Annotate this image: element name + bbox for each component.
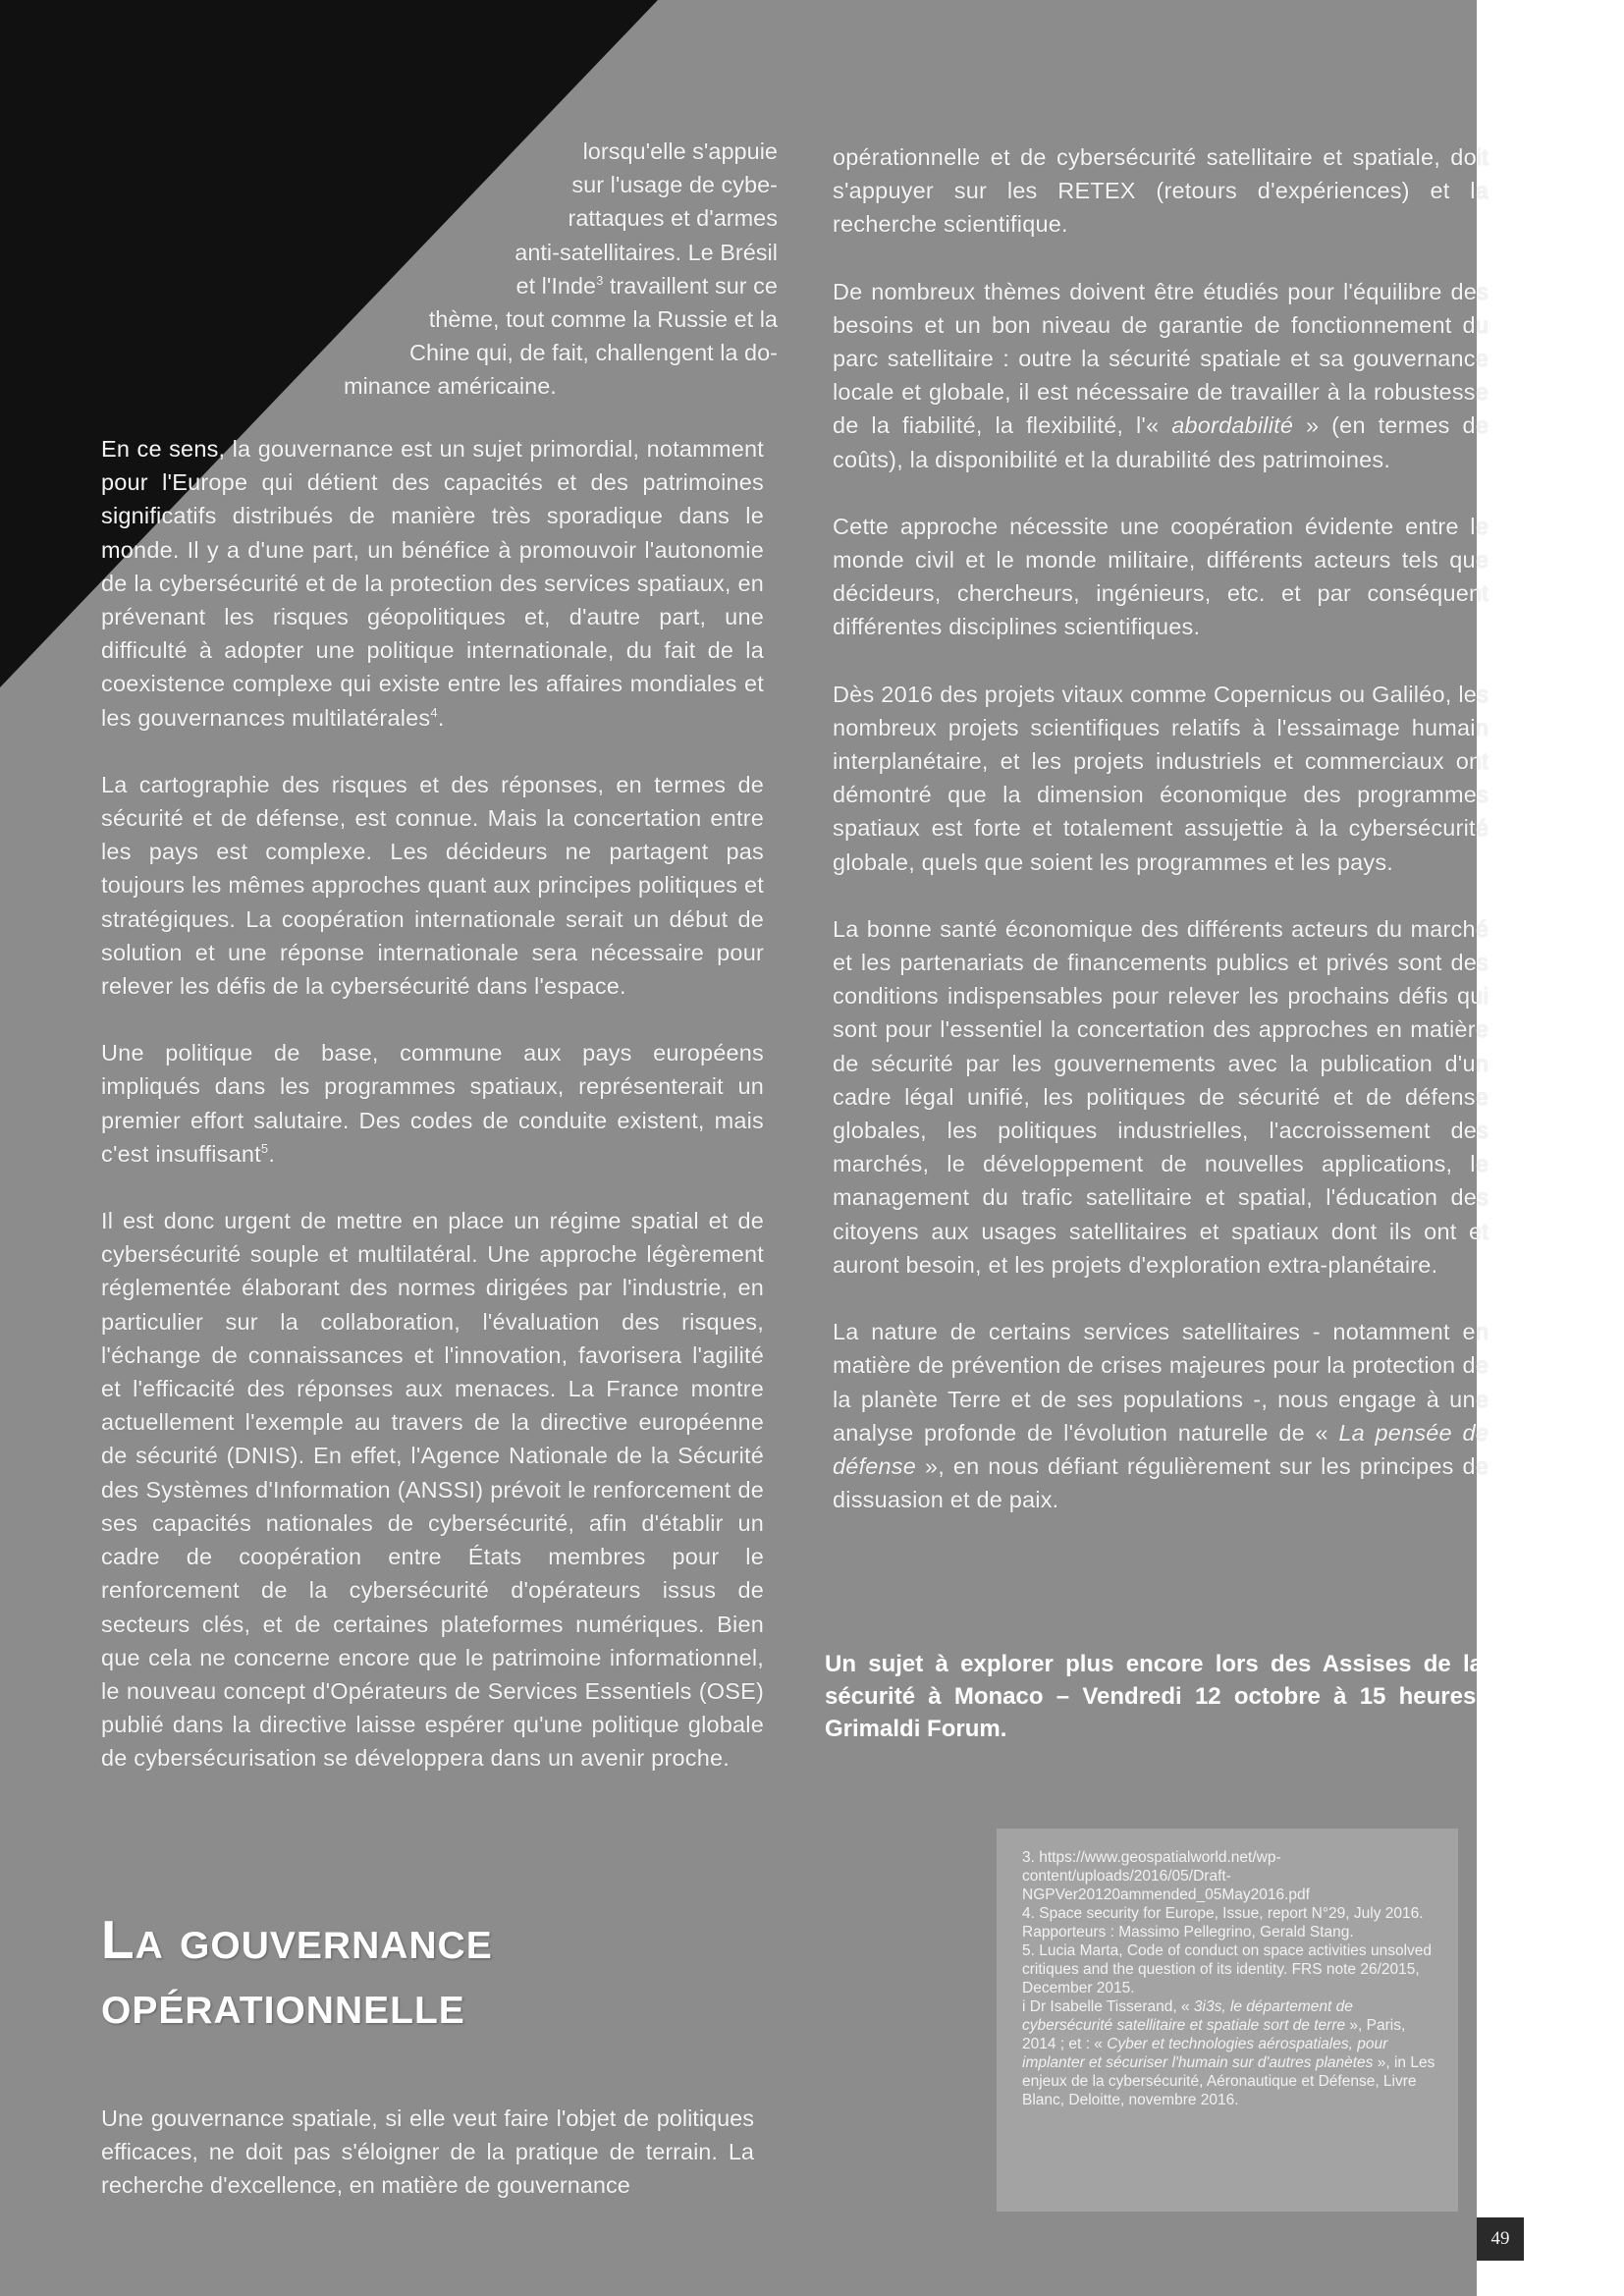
right-paragraph: Dès 2016 des projets vitaux comme Copernicus ou Galiléo, les nombreux projets scientifiques relatifs à l'essaimage humain interplanétaire, et les projets industriels et commerciaux ont démontré que la dimension économique des programmes spatiaux est forte et totalement assujettie à la cybersécurité globale, quels que soient les programmes et les pays.	[833, 681, 1489, 875]
footnote-text: », Paris, 2014 ; et : «	[1022, 2017, 1406, 2052]
intro-line: Chine qui, de fait, challengent la do-	[409, 340, 778, 366]
footnote-ref: 3	[596, 272, 604, 288]
paragraph-text: », en nous défiant régulièrement sur les principes de dissuasion et de paix.	[833, 1452, 1489, 1513]
left-column	[101, 432, 764, 1809]
right-column	[833, 140, 1489, 1550]
footnote: 4. Space security for Europe, Issue, report N°29, July 2016. Rapporteurs : Massimo Pellegrino, Gerald Stang.	[1022, 1905, 1424, 1941]
right-paragraph	[833, 275, 1489, 476]
section-heading-line: La gouvernance	[101, 1909, 493, 1970]
footnote: 3. https://www.geospatialworld.net/wp-content/uploads/2016/05/Draft-NGPVer20120ammended_05May2016.pdf	[1022, 1849, 1310, 1903]
footnote: 5. Lucia Marta, Code of conduct on space activities unsolved critiques and the question of its identity. FRS note 26/2015, December 2015.	[1022, 1942, 1433, 1996]
footnote-ref: 5	[260, 1141, 269, 1157]
left-paragraph: En ce sens, la gouvernance est un sujet primordial, notamment pour l'Europe qui détient des capacités et des patrimoines significatifs distribués de manière très sporadique dans le monde. Il y a d'une part, un bénéfice à promouvoir l'autonomie de la cybersécurité et de la protection des services spatiaux, en prévenant les risques géopolitiques et, d'autre part, une difficulté à adopter une politique internationale, du fait de la coexistence complexe qui existe entre les affaires mondiales et les gouvernances multilatérales$^4$.	[101, 436, 764, 731]
intro-line	[275, 269, 778, 302]
section-heading	[101, 1907, 730, 2037]
right-paragraph	[833, 1315, 1489, 1516]
intro-text-block	[275, 135, 778, 404]
page-number: 49	[1477, 2217, 1524, 2261]
emphasis-text: La pensée de défense	[833, 1419, 1489, 1479]
left-paragraph: Une politique de base, commune aux pays européens impliqués dans les programmes spatiaux, représenterait un premier effort salutaire. Des codes de conduite existent, mais c'est insuffisant$^5$.	[101, 1040, 764, 1167]
footnotes-box	[997, 1829, 1458, 2212]
intro-line: minance américaine.	[344, 373, 557, 400]
intro-line: anti-satellitaires. Le Brésil	[514, 239, 778, 265]
right-paragraph: opérationnelle et de cybersécurité satellitaire et spatiale, doit s'appuyer sur les RETEX (retours d'expériences) et la recherche scientifique.	[833, 144, 1489, 238]
left-paragraph: Il est donc urgent de mettre en place un régime spatial et de cybersécurité souple et multilatéral. Une approche légèrement réglementée élaborant des normes dirigées par l'industrie, en particulier sur la collaboration, l'évaluation des risques, l'échange de connaissances et l'innovation, favorisera l'agilité et l'efficacité des réponses aux menaces. La France montre actuellement l'exemple au travers de la directive européenne de sécurité (DNIS). En effet, l'Agence Nationale de la Sécurité des Systèmes d'Information (ANSSI) prévoit le renforcement de ses capacités nationales de cybersécurité, afin d'établir un cadre de coopération entre États membres pour le renforcement de la cybersécurité d'opérateurs issus de secteurs clés, et de certaines plateformes numériques. Bien que cela ne concerne encore que le patrimoine informationnel, le nouveau concept d'Opérateurs de Services Essentiels (OSE) publié dans la directive laisse espérer qu'une politique globale de cybersécurisation se développera dans un avenir proche.	[101, 1208, 764, 1772]
footnote-text: », in Les enjeux de la cybersécurité, Aéronautique et Défense, Livre Blanc, Deloitte, novembre 2016.	[1022, 2054, 1435, 2108]
section-intro-paragraph: Une gouvernance spatiale, si elle veut faire l'objet de politiques efficaces, ne doit pas s'éloigner de la pratique de terrain. La recherche d'excellence, en matière de gouvernance	[101, 2105, 754, 2199]
right-paragraph: Cette approche nécessite une coopération évidente entre le monde civil et le monde militaire, différents acteurs tels que décideurs, chercheurs, ingénieurs, etc. et par conséquent différentes disciplines scientifiques.	[833, 513, 1489, 640]
paragraph-text: Une politique de base, commune aux pays européens impliqués dans les programmes spatiaux, représenterait un premier effort salutaire. Des codes de conduite existent, mais c'est insuffisant	[101, 1040, 764, 1167]
paragraph-text: » (en termes de coûts), la disponibilité et la durabilité des patrimoines.	[833, 412, 1489, 472]
intro-line-tail: travaillent sur ce	[603, 272, 778, 299]
right-paragraph: La bonne santé économique des différents acteurs du marché et les partenariats de financements publics et privés sont des conditions indispensables pour relever les prochains défis qui sont pour l'essentiel la concertation des approches en matière de sécurité par les gouvernements avec la publication d'un cadre légal unifié, les politiques de sécurité et de défense globales, les politiques industrielles, l'accroissement des marchés, le développement de nouvelles applications, le management du trafic satellitaire et spatial, l'éducation des citoyens aux usages satellitaires et spatiaux dont ils ont et auront besoin, et les projets d'exploration extra-planétaire.	[833, 915, 1489, 1278]
footnote-ref: 4	[430, 704, 438, 720]
intro-line: thème, tout comme la Russie et la	[428, 306, 778, 333]
paragraph-text: La nature de certains services satellitaires - notamment en matière de prévention de crises majeures pour la protection de la planète Terre et de ses populations -, nous engage à une analyse profonde de l'évolution naturelle de «	[833, 1319, 1489, 1446]
left-paragraph: La cartographie des risques et des réponses, en termes de sécurité et de défense, est connue. Mais la concertation entre les pays est complexe. Les décideurs ne partagent pas toujours les mêmes approches quant aux principes politiques et stratégiques. La coopération internationale serait un début de solution et une réponse internationale sera nécessaire pour relever les défis de la cybersécurité dans l'espace.	[101, 771, 764, 1000]
footnote-title: 3i3s, le département de cybersécurité satellitaire et spatiale sort de terre	[1022, 1998, 1353, 2034]
intro-line: rattaques et d'armes	[568, 205, 778, 232]
intro-line: sur l'usage de cybe-	[571, 172, 778, 198]
footnote-title: Cyber et technologies aérospatiales, pour implanter et sécuriser l'humain sur d'autres planètes	[1022, 2036, 1388, 2071]
section-heading-line: opérationnelle	[101, 1974, 465, 2035]
intro-line: lorsqu'elle s'appuie	[582, 138, 778, 164]
intro-line-start: et l'Inde	[515, 272, 597, 299]
paragraph-text: De nombreux thèmes doivent être étudiés pour l'équilibre des besoins et un bon niveau de garantie de fonctionnement du parc satellitaire : outre la sécurité spatiale et sa gouvernance locale et globale, il est nécessaire de travailler à la robustesse de la fiabilité, la flexibilité, l'«	[833, 278, 1489, 439]
paragraph-text: En ce sens, la gouvernance est un sujet primordial, notamment pour l'Europe qui détient des capacités et des patrimoines significatifs distribués de manière très sporadique dans le monde. Il y a d'une part, un bénéfice à promouvoir l'autonomie de la cybersécurité et de la protection des services spatiaux, en prévenant les risques géopolitiques et, d'autre part, une difficulté à adopter une politique internationale, du fait de la coexistence complexe qui existe entre les affaires mondiales et les gouvernances multilatérales	[101, 436, 764, 731]
event-callout: Un sujet à explorer plus encore lors des Assises de la sécurité à Monaco – Vendredi 12 octobre à 15 heures, Grimaldi Forum.	[825, 1651, 1483, 1742]
footnote	[1022, 1997, 1436, 2109]
footnote-text: i Dr Isabelle Tisserand, «	[1022, 1998, 1194, 2015]
emphasis-text: abordabilité	[1171, 412, 1294, 439]
